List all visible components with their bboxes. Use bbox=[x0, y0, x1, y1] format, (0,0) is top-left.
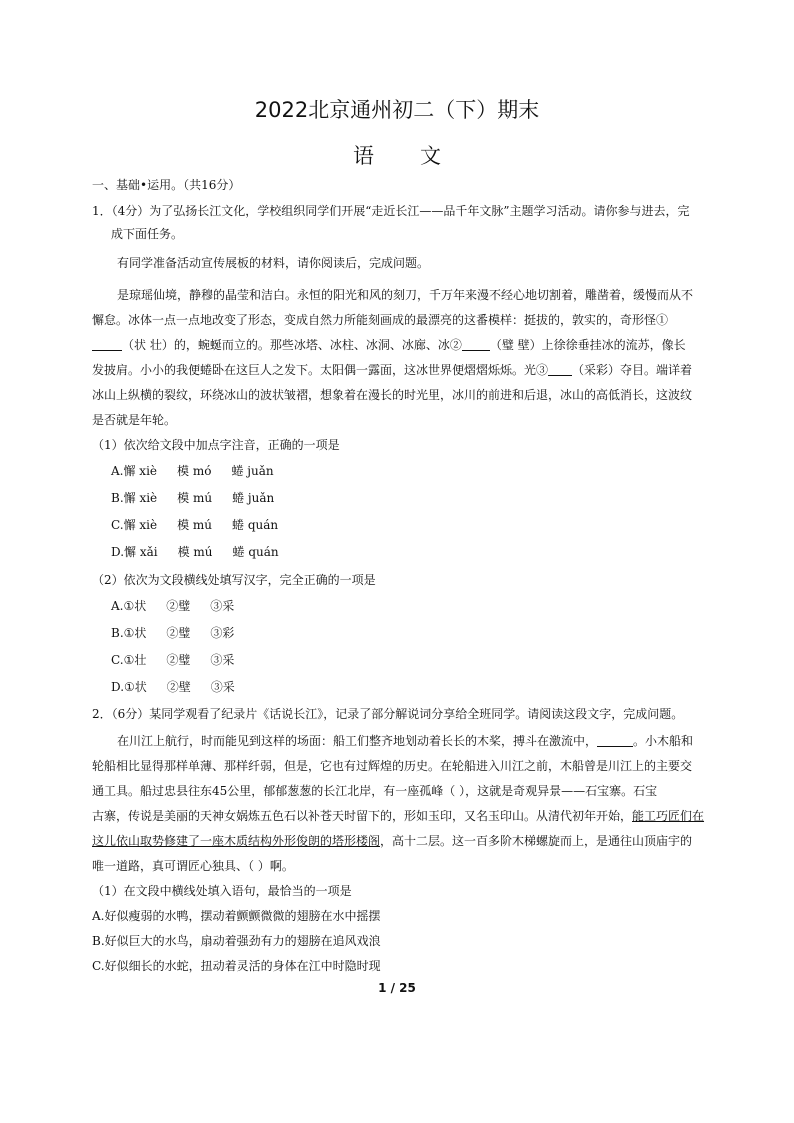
q1-line-2: 成下面任务。 bbox=[111, 227, 184, 241]
q1-line-1: 1．（4分）为了弘扬长江文化，学校组织同学们开展“走近长江——品千年文脉”主题学习活动。请你参与进去，完 bbox=[92, 204, 690, 218]
answer-blank-2 bbox=[462, 338, 490, 351]
q1-sub1-stem: （1）依次给文段中加点字注音，正确的一项是 bbox=[92, 438, 340, 452]
q1-sub2-option-c: C.①壮 ②璧 ③采 bbox=[111, 653, 235, 667]
q2-passage-line-5: 这儿依山取势修建了一座木质结构外形俊朗的塔形楼阁，高十二层。这一百多阶木梯螺旋而上，是通往山顶庙宇的 bbox=[92, 834, 693, 848]
page-number: 1 / 25 bbox=[378, 981, 416, 995]
q2-passage-line-2: 轮船相比显得那样单薄、那样纤弱，但是，它也有过辉煌的历史。在轮船进入川江之前，木船曾是川江上的主要交 bbox=[92, 759, 693, 773]
q1-sub1-option-c: C.懈 xiè 模 mú 蜷 quán bbox=[111, 518, 279, 532]
q1-sub1-option-d: D.懈 xǎi 模 mú 蜷 quán bbox=[111, 545, 279, 559]
q1-sub1-option-b: B.懈 xiè 模 mú 蜷 juǎn bbox=[111, 491, 275, 505]
q2-passage-line-6: 唯一道路，真可谓匠心独具、（ ）啊。 bbox=[92, 859, 294, 873]
answer-blank-4 bbox=[597, 734, 633, 747]
section-heading: 一、基础•运用。（共16分） bbox=[92, 178, 241, 192]
q2-line-1: 2．（6分）某同学观看了纪录片《话说长江》，记录了部分解说词分享给全班同学。请阅读这段文字，完成问题。 bbox=[92, 707, 684, 721]
answer-blank-1 bbox=[92, 338, 122, 351]
q1-sub2-option-a: A.①状 ②璧 ③采 bbox=[111, 599, 235, 613]
q1-passage-line-3: （状 壮）的，蜿蜒而立的。那些冰塔、冰柱、冰洞、冰廊、冰② （璧 壁）上徐徐垂挂冰的流苏，像长 bbox=[92, 336, 686, 354]
subject-heading bbox=[0, 140, 794, 170]
q1-passage-line-5: 冰山上纵横的裂纹，环绕冰山的波状皱褶，想象着在漫长的时光里，冰川的前进和后退，冰山的高低消长，这波纹 bbox=[92, 388, 693, 402]
subject-char-2: 文 bbox=[420, 144, 441, 168]
q1-sub1-option-a: A.懈 xiè 模 mó 蜷 juǎn bbox=[111, 464, 274, 478]
q1-intro: 有同学准备活动宣传展板的材料，请你阅读后，完成问题。 bbox=[117, 256, 430, 270]
q1-sub2-stem: （2）依次为文段横线处填写汉字，完全正确的一项是 bbox=[92, 573, 376, 587]
q2-sub1-stem: （1）在文段中横线处填入语句，最恰当的一项是 bbox=[92, 884, 352, 898]
q1-passage-line-1: 是琼瑶仙境，静穆的晶莹和洁白。永恒的阳光和风的刻刀，千万年来漫不经心地切割着，雕凿着，缓慢而从不 bbox=[117, 288, 694, 302]
q2-sub1-option-a: A.好似瘦弱的水鸭，摆动着颤颤微微的翅膀在水中摇摆 bbox=[92, 909, 381, 923]
q1-passage-line-4: 发披肩。小小的我便蜷卧在这巨人之发下。太阳偶一露面，这冰世界便熠熠烁烁。光③ （采彩）夺目。端详着 bbox=[92, 363, 693, 377]
q2-passage-line-1: 在川江上航行，时而能见到这样的场面：船工们整齐地划动着长长的木桨，搏斗在激流中， 。小木船和 bbox=[117, 734, 694, 748]
document-title: 2022北京通州初二（下）期末 bbox=[254, 98, 540, 122]
q2-passage-line-3: 通工具。船过忠县往东45公里，郁郁葱葱的长江北岸，有一座孤峰（ ），这就是奇观异景——石宝寨。石宝 bbox=[92, 784, 658, 798]
subject-char-1: 语 bbox=[353, 144, 374, 168]
q1-passage-line-2: 懈怠。冰体一点一点地改变了形态，变成自然力所能刻画成的最漂亮的这番模样：挺拔的，敦实的，奇形怪① bbox=[92, 313, 669, 327]
q2-passage-line-4: 古寨，传说是美丽的天神女娲炼五色石以补苍天时留下的，形如玉印，又名玉印山。从清代初年开始，能工巧匠们在 bbox=[92, 809, 705, 823]
q1-passage-line-6: 是否就是年轮。 bbox=[92, 413, 177, 427]
answer-blank-3 bbox=[548, 363, 572, 376]
q2-sub1-option-b: B.好似巨大的水鸟，扇动着强劲有力的翅膀在追风戏浪 bbox=[92, 934, 381, 948]
q2-sub1-option-c: C.好似细长的水蛇，扭动着灵活的身体在江中时隐时现 bbox=[92, 959, 381, 973]
q1-sub2-option-d: D.①状 ②壁 ③采 bbox=[111, 680, 235, 694]
q1-sub2-option-b: B.①状 ②璧 ③彩 bbox=[111, 626, 235, 640]
